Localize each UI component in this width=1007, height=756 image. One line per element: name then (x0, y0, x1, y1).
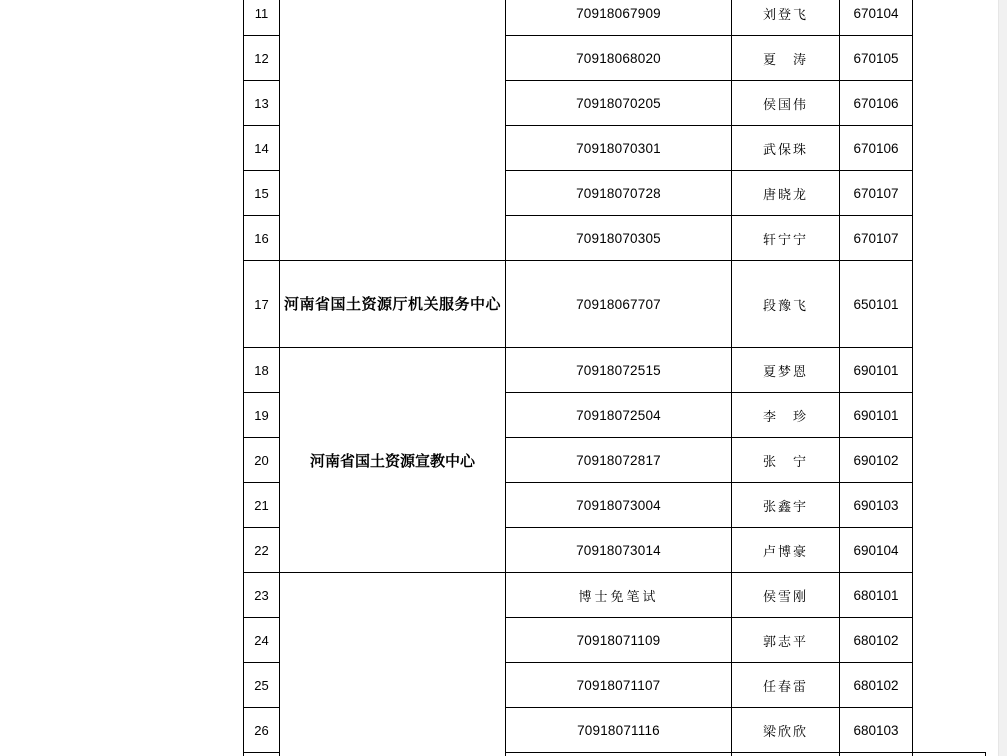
name-cell: 武保珠 (732, 126, 840, 171)
name-cell: 梁欣欣 (732, 708, 840, 753)
unit-cell-empty (506, 753, 732, 756)
position-cell: 670105 (840, 36, 913, 81)
name-cell: 张鑫宇 (732, 483, 840, 528)
position-cell: 680102 (840, 663, 913, 708)
ticket-cell: 70918068020 (506, 36, 732, 81)
seq-cell: 17 (244, 261, 280, 348)
ticket-cell: 70918073004 (506, 483, 732, 528)
ticket-cell: 70918067909 (506, 0, 732, 36)
seq-cell: 22 (244, 528, 280, 573)
results-table (243, 0, 986, 756)
name-cell: 段豫飞 (732, 261, 840, 348)
seq-cell-empty (244, 753, 280, 756)
position-cell: 670106 (840, 126, 913, 171)
name-cell-empty (840, 753, 913, 756)
position-cell: 690104 (840, 528, 913, 573)
name-cell: 唐晓龙 (732, 171, 840, 216)
name-cell: 卢博豪 (732, 528, 840, 573)
position-cell: 670107 (840, 171, 913, 216)
seq-cell: 24 (244, 618, 280, 663)
name-cell: 李 珍 (732, 393, 840, 438)
seq-cell: 19 (244, 393, 280, 438)
seq-cell: 16 (244, 216, 280, 261)
name-cell: 侯国伟 (732, 81, 840, 126)
name-cell: 侯雪刚 (732, 573, 840, 618)
position-cell: 680103 (840, 708, 913, 753)
ticket-cell: 70918072817 (506, 438, 732, 483)
unit-cell-empty (280, 573, 506, 756)
position-cell: 690101 (840, 393, 913, 438)
name-cell: 轩宁宁 (732, 216, 840, 261)
ticket-cell: 70918070305 (506, 216, 732, 261)
seq-cell: 13 (244, 81, 280, 126)
name-cell: 张 宁 (732, 438, 840, 483)
ticket-cell: 70918070301 (506, 126, 732, 171)
seq-cell: 23 (244, 573, 280, 618)
position-cell: 690101 (840, 348, 913, 393)
ticket-cell: 博士免笔试 (506, 573, 732, 618)
ticket-cell: 70918072504 (506, 393, 732, 438)
seq-cell: 12 (244, 36, 280, 81)
vertical-scrollbar[interactable] (998, 0, 1007, 756)
ticket-cell-empty (732, 753, 840, 756)
seq-cell: 21 (244, 483, 280, 528)
name-cell: 夏 涛 (732, 36, 840, 81)
position-cell: 670106 (840, 81, 913, 126)
ticket-cell: 70918071107 (506, 663, 732, 708)
position-cell: 680101 (840, 573, 913, 618)
ticket-cell: 70918072515 (506, 348, 732, 393)
name-cell: 任春雷 (732, 663, 840, 708)
unit-cell: 河南省国土资源厅机关服务中心 (280, 261, 506, 348)
seq-cell: 18 (244, 348, 280, 393)
position-cell: 670107 (840, 216, 913, 261)
table-row (244, 0, 986, 36)
position-cell: 690102 (840, 438, 913, 483)
ticket-cell: 70918067707 (506, 261, 732, 348)
seq-cell: 26 (244, 708, 280, 753)
seq-cell: 20 (244, 438, 280, 483)
table-row (244, 573, 986, 618)
ticket-cell: 70918071116 (506, 708, 732, 753)
name-cell: 刘登飞 (732, 0, 840, 36)
name-cell: 郭志平 (732, 618, 840, 663)
ticket-cell: 70918073014 (506, 528, 732, 573)
ticket-cell: 70918070205 (506, 81, 732, 126)
position-cell: 690103 (840, 483, 913, 528)
seq-cell: 25 (244, 663, 280, 708)
table-row (244, 261, 986, 348)
position-cell: 650101 (840, 261, 913, 348)
name-cell: 夏梦恩 (732, 348, 840, 393)
seq-cell: 14 (244, 126, 280, 171)
ticket-cell: 70918071109 (506, 618, 732, 663)
table-row (244, 348, 986, 393)
position-cell-empty (913, 753, 986, 756)
position-cell: 680102 (840, 618, 913, 663)
position-cell: 670104 (840, 0, 913, 36)
ticket-cell: 70918070728 (506, 171, 732, 216)
unit-cell: 河南省国土资源宣教中心 (280, 348, 506, 573)
seq-cell: 11 (244, 0, 280, 36)
seq-cell: 15 (244, 171, 280, 216)
unit-cell-empty (280, 0, 506, 261)
